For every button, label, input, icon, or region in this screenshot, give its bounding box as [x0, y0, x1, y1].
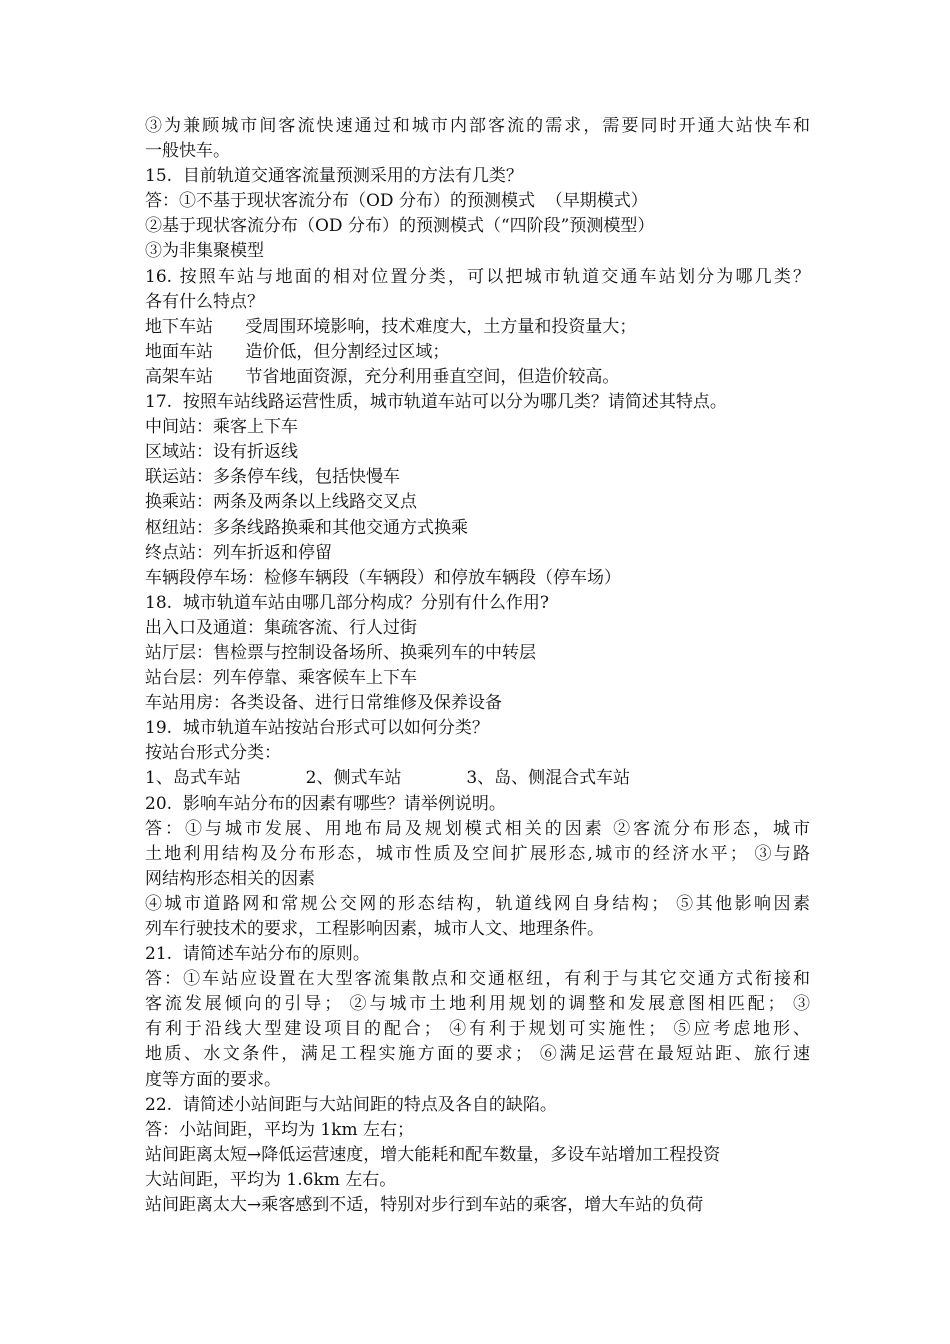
- question-heading: 20. 影响车站分布的因素有哪些？请举例说明。: [145, 793, 506, 814]
- text-line: 按站台形式分类：: [145, 743, 281, 764]
- question-heading: 18. 城市轨道车站由哪几部分构成？分别有什么作用?: [145, 592, 549, 613]
- text-line: 站间距离太大→乘客感到不适，特别对步行到车站的乘客，增大车站的负荷: [145, 1195, 704, 1216]
- text-line: 答：①不基于现状客流分布（OD 分布）的预测模式 （早期模式）: [145, 191, 648, 212]
- text-line: 换乘站：两条及两条以上线路交叉点: [145, 492, 417, 513]
- text-line: ④城市道路网和常规公交网的形态结构，轨道线网自身结构； ⑤其他影响因素: [145, 893, 810, 914]
- text-line: 地下车站 受周围环境影响，技术难度大，土方量和投资量大；: [145, 316, 637, 337]
- text-line: 站间距离太短→降低运营速度，增大能耗和配车数量，多设车站增加工程投资: [145, 1144, 721, 1165]
- question-heading: 16. 按照车站与地面的相对位置分类，可以把城市轨道交通车站划分为哪几类？: [145, 266, 810, 287]
- text-line: 站厅层：售检票与控制设备场所、换乘列车的中转层: [145, 642, 536, 663]
- question-heading: 17. 按照车站线路运营性质，城市轨道车站可以分为哪几类？请简述其特点。: [145, 392, 727, 413]
- question-heading: 15. 目前轨道交通客流量预测采用的方法有几类？: [145, 166, 523, 187]
- text-line: 地质、水文条件，满足工程实施方面的要求； ⑥满足运营在最短站距、旅行速: [145, 1044, 810, 1065]
- text-line: 站台层：列车停靠、乘客候车上下车: [145, 668, 417, 689]
- text-line: 答：①车站应设置在大型客流集散点和交通枢纽，有利于与其它交通方式衔接和: [145, 969, 810, 990]
- text-line: 有利于沿线大型建设项目的配合； ④有利于规划可实施性； ⑤应考虑地形、: [145, 1019, 810, 1040]
- question-heading: 21. 请简述车站分布的原则。: [145, 944, 370, 965]
- text-line: 一般快车。: [145, 141, 230, 162]
- text-line: 中间站：乘客上下车: [145, 417, 298, 438]
- question-heading: 19. 城市轨道车站按站台形式可以如何分类？: [145, 718, 489, 739]
- text-line: 区域站：设有折返线: [145, 442, 298, 463]
- document-body: [145, 114, 810, 1218]
- text-line: 出入口及通道：集疏客流、行人过街: [145, 617, 417, 638]
- text-line: 1、岛式车站 2、侧式车站 3、岛、侧混合式车站: [145, 768, 631, 789]
- text-line: 地面车站 造价低，但分割经过区域；: [145, 341, 450, 362]
- text-line: ②基于现状客流分布（OD 分布）的预测模式（“四阶段”预测模型）: [145, 216, 655, 237]
- text-line: 枢纽站：多条线路换乘和其他交通方式换乘: [145, 517, 468, 538]
- text-line: 车站用房：各类设备、进行日常维修及保养设备: [145, 693, 502, 714]
- text-line: 高架车站 节省地面资源，充分利用垂直空间，但造价较高。: [145, 366, 620, 387]
- text-line: 联运站：多条停车线，包括快慢车: [145, 467, 400, 488]
- text-line: 答：小站间距，平均为 1km 左右；: [145, 1119, 415, 1140]
- text-line: ③为非集聚模型: [145, 241, 264, 262]
- text-line: 土地利用结构及分布形态，城市性质及空间扩展形态,城市的经济水平； ③与路: [145, 843, 810, 864]
- question-heading: 22. 请简述小站间距与大站间距的特点及各自的缺陷。: [145, 1094, 557, 1115]
- text-line: 车辆段停车场：检修车辆段（车辆段）和停放车辆段（停车场）: [145, 567, 621, 588]
- text-line: 网结构形态相关的因素: [145, 868, 315, 889]
- text-line: 终点站：列车折返和停留: [145, 542, 332, 563]
- text-line: 大站间距，平均为 1.6km 左右。: [145, 1169, 397, 1190]
- text-line: 度等方面的要求。: [145, 1069, 281, 1090]
- text-line: 列车行驶技术的要求，工程影响因素，城市人文、地理条件。: [145, 919, 604, 939]
- text-line: ③为兼顾城市间客流快速通过和城市内部客流的需求，需要同时开通大站快车和: [145, 116, 810, 136]
- text-line: 答：①与城市发展、用地布局及规划模式相关的因素 ②客流分布形态，城市: [145, 818, 810, 839]
- question-heading: 各有什么特点？: [145, 291, 264, 312]
- text-line: 客流发展倾向的引导； ②与城市土地利用规划的调整和发展意图相匹配； ③: [145, 994, 810, 1015]
